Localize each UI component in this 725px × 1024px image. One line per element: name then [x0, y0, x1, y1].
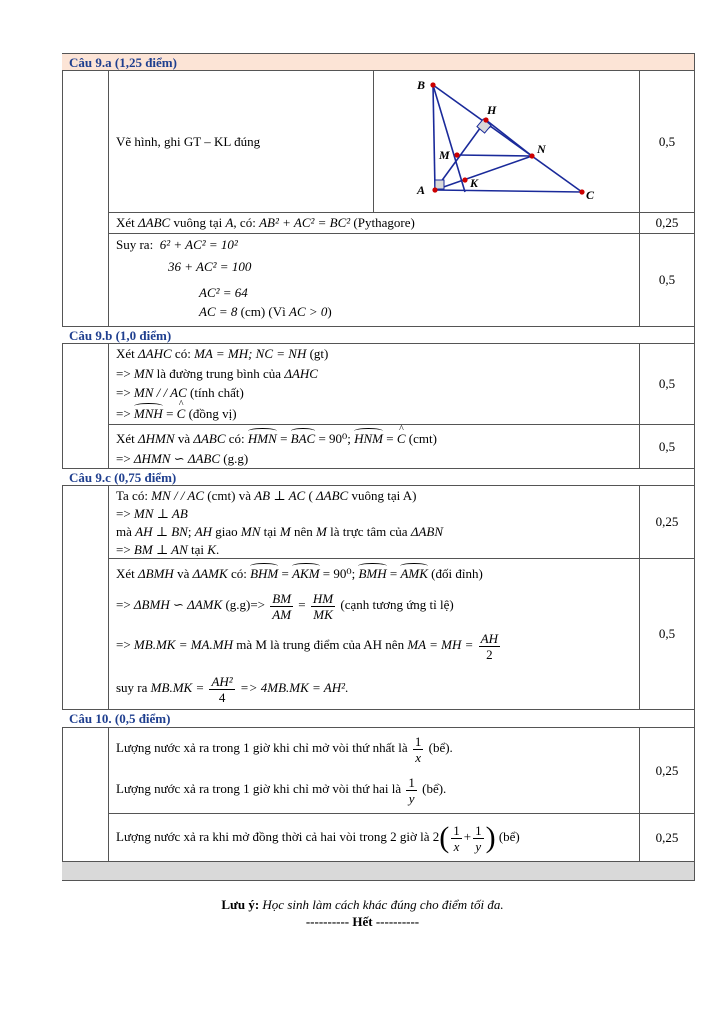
text: => — [116, 597, 134, 612]
table-border — [62, 880, 695, 881]
text: (g.g) — [220, 451, 249, 466]
line — [116, 820, 520, 854]
text: = — [383, 431, 397, 446]
text: (cm) (Vì — [237, 304, 290, 319]
math: MA = MH; NC = NH — [194, 346, 307, 361]
section-header-9c — [62, 469, 694, 485]
line — [116, 406, 237, 422]
text: (đối đỉnh) — [427, 566, 483, 581]
score: 0,25 — [655, 514, 679, 529]
fraction — [451, 823, 462, 854]
math-angle: HMN — [247, 431, 277, 446]
text: (cmt) — [405, 431, 437, 446]
score: 0,5 — [658, 376, 676, 391]
point-b — [430, 82, 435, 87]
math: A — [225, 215, 234, 230]
text: => — [116, 637, 134, 652]
math: MN ⊥ AB — [133, 506, 188, 521]
text: mà — [116, 524, 136, 539]
text: vuông tại A) — [348, 488, 417, 503]
point-c — [579, 189, 584, 194]
line — [116, 346, 328, 362]
text: => — [116, 451, 134, 466]
math-angle: MNH — [133, 406, 163, 421]
math: MN / / AC — [133, 385, 187, 400]
note-label: Lưu ý: — [221, 897, 260, 912]
text: Lượng nước xả ra khi mở đồng thời cả hai vòi trong 2 giờ là — [116, 829, 433, 844]
table-border — [108, 212, 695, 213]
table-border — [108, 485, 109, 709]
score: 0,25 — [655, 215, 679, 230]
math-angle: ^ C — [397, 431, 406, 447]
math: AC > 0 — [289, 304, 328, 319]
text: (bể) — [495, 829, 520, 844]
end-mark: ---------- Hết ---------- — [305, 914, 420, 929]
text: + — [463, 829, 472, 844]
math: MN — [133, 366, 154, 381]
segment-bk — [433, 85, 465, 192]
denominator: y — [408, 790, 415, 806]
text: => — [116, 406, 134, 421]
table-border — [108, 233, 695, 234]
calc-line-2 — [168, 259, 251, 275]
text: (đồng vị) — [185, 406, 237, 421]
math-angle: BAC — [290, 431, 316, 446]
numerator: 1 — [475, 822, 482, 838]
text: có: — [227, 566, 251, 581]
section-title: Câu 10. (0,5 điểm) — [69, 711, 171, 726]
table-border — [108, 727, 109, 861]
denominator: MK — [313, 606, 333, 622]
text: vuông tại — [170, 215, 226, 230]
table-border — [694, 53, 695, 880]
denominator: y — [475, 838, 482, 854]
text: Suy ra: — [116, 237, 154, 252]
text: (Pythagore) — [350, 215, 415, 230]
label-k: K — [470, 176, 479, 190]
math-angle: BMH — [358, 566, 387, 581]
denominator: AM — [272, 606, 292, 622]
right-angle-a — [435, 180, 444, 189]
line — [116, 451, 248, 467]
text: (bể). — [425, 740, 453, 755]
note — [0, 897, 725, 913]
calc-line-4 — [199, 304, 332, 320]
math: AC = 8 — [199, 304, 238, 319]
math: ΔABC — [316, 488, 349, 503]
math-angle: AKM — [292, 566, 320, 581]
text: (cạnh tương ứng tỉ lệ) — [337, 597, 454, 612]
table-footer-row — [62, 862, 694, 880]
math: AH — [194, 524, 213, 539]
math: 2 — [432, 829, 440, 844]
math: ΔABC — [193, 431, 226, 446]
text: = — [276, 431, 291, 446]
table-border — [62, 727, 695, 728]
segment-ab — [433, 85, 435, 190]
point-a — [432, 187, 437, 192]
text: => — [116, 366, 134, 381]
denominator: 2 — [486, 646, 493, 662]
math: ΔBMH — [138, 566, 174, 581]
label-c: C — [586, 188, 595, 202]
text: = — [386, 566, 401, 581]
text: ( — [305, 488, 317, 503]
line — [116, 366, 318, 382]
text: tại — [260, 524, 280, 539]
score: 0,25 — [655, 763, 679, 778]
math: AH ⊥ BN — [135, 524, 188, 539]
score: 0,5 — [658, 134, 676, 149]
text: nên — [290, 524, 317, 539]
fraction — [413, 734, 424, 765]
section-title: Câu 9.a (1,25 điểm) — [69, 55, 177, 70]
section-title: Câu 9.c (0,75 điểm) — [69, 470, 177, 485]
denominator: 4 — [218, 689, 226, 705]
paren-open: ( — [439, 821, 450, 855]
text: = — [295, 597, 309, 612]
line — [116, 506, 188, 522]
math: AB² + AC² = BC² — [259, 215, 351, 230]
segment-ac — [435, 190, 582, 192]
math: MN — [240, 524, 261, 539]
text: suy ra — [116, 680, 151, 695]
segment-mn — [457, 155, 532, 156]
numerator: 1 — [414, 733, 422, 749]
text: là trực tâm của — [326, 524, 411, 539]
numerator: HM — [312, 590, 334, 606]
math: ΔHMN — [138, 431, 175, 446]
math: 6² + AC² = 10² — [159, 237, 238, 252]
label-h: H — [487, 103, 497, 117]
math: BM ⊥ AN — [133, 542, 188, 557]
point-m — [454, 152, 459, 157]
table-border — [373, 70, 374, 212]
text: => — [116, 385, 134, 400]
math: ΔAHC — [284, 366, 318, 381]
text: . — [215, 542, 220, 557]
line — [116, 628, 502, 662]
text: . — [345, 680, 349, 695]
section-header-9a — [62, 54, 694, 70]
point-n — [529, 153, 534, 158]
score: 0,25 — [655, 830, 679, 845]
line — [116, 566, 483, 582]
text: ; — [187, 524, 195, 539]
math: ΔABC — [138, 215, 171, 230]
math: AB ⊥ AC — [254, 488, 306, 503]
text: có: — [171, 346, 195, 361]
denominator: x — [415, 749, 422, 765]
line — [116, 524, 443, 540]
text: , có: — [233, 215, 260, 230]
text: (tính chất) — [186, 385, 244, 400]
line — [116, 772, 446, 806]
math: ΔHMN ∽ ΔABC — [133, 451, 221, 466]
text: = 90⁰; — [319, 566, 359, 581]
text: mà M là trung điểm của AH nên — [232, 637, 408, 652]
fraction — [209, 674, 234, 705]
math: AC² = 64 — [199, 285, 248, 300]
text: và — [173, 566, 193, 581]
segment-bc — [433, 85, 582, 192]
text: (bể). — [418, 781, 447, 796]
segment-hn — [486, 120, 532, 156]
fraction — [270, 591, 293, 622]
fraction — [406, 775, 417, 806]
math-angle: AMK — [400, 566, 428, 581]
geometry-figure — [410, 76, 600, 204]
point-h — [483, 117, 488, 122]
text: Lượng nước xả ra trong 1 giờ khi chỉ mở vòi thứ nhất là — [116, 740, 411, 755]
text: Xét — [116, 566, 139, 581]
label-b: B — [417, 78, 426, 92]
math: MN / / AC — [151, 488, 205, 503]
math-angle: HNM — [354, 431, 384, 446]
math: ΔABN — [410, 524, 444, 539]
math: K — [207, 542, 216, 557]
text: => — [116, 506, 134, 521]
table-border — [108, 70, 109, 326]
math: 36 + AC² = 100 — [168, 259, 252, 274]
text: (g.g)=> — [222, 597, 269, 612]
note-text: Học sinh làm cách khác đúng cho điểm tối đa. — [259, 897, 504, 912]
label-m: M — [439, 148, 450, 162]
math: M — [316, 524, 327, 539]
math: MA = MH = — [407, 637, 477, 652]
text: = 90⁰; — [315, 431, 355, 446]
pythagore-line — [116, 215, 415, 231]
text: có: — [225, 431, 248, 446]
text: = — [162, 406, 177, 421]
math: => 4MB.MK = AH² — [236, 680, 346, 695]
numerator: AH — [480, 630, 498, 646]
calc-line-1 — [116, 237, 238, 253]
math: ΔAMK — [192, 566, 228, 581]
line — [116, 431, 437, 447]
numerator: BM — [272, 590, 292, 606]
paren-close: ) — [485, 821, 496, 855]
math-angle: BHM — [250, 566, 279, 581]
draw-instruction: Vẽ hình, ghi GT – KL đúng — [116, 134, 261, 149]
math: ΔAHC — [138, 346, 172, 361]
label-a: A — [417, 183, 426, 197]
math: ΔBMH ∽ ΔAMK — [133, 597, 223, 612]
fraction — [479, 631, 500, 662]
line — [116, 488, 416, 504]
text: và — [174, 431, 194, 446]
text: => — [116, 542, 134, 557]
text: ) — [327, 304, 332, 319]
fraction — [311, 591, 335, 622]
line — [116, 671, 348, 705]
numerator: AH² — [211, 673, 233, 689]
score: 0,5 — [658, 439, 676, 454]
text: Xét — [116, 346, 139, 361]
score: 0,5 — [658, 272, 676, 287]
text: tại — [187, 542, 208, 557]
numerator: 1 — [408, 774, 415, 790]
point-k — [462, 177, 467, 182]
section-header-10 — [62, 710, 694, 727]
text: Ta có: — [116, 488, 152, 503]
numerator: 1 — [453, 822, 460, 838]
math: MB.MK = — [150, 680, 208, 695]
section-title: Câu 9.b (1,0 điểm) — [69, 328, 172, 343]
label-n: N — [537, 142, 546, 156]
line — [116, 588, 454, 622]
math-angle: ^ C — [177, 406, 186, 422]
text: Lượng nước xả ra trong 1 giờ khi chỉ mở vòi thứ hai là — [116, 781, 405, 796]
line — [116, 731, 453, 765]
line — [116, 542, 219, 558]
table-border — [108, 558, 695, 559]
text: Xét — [116, 431, 139, 446]
section-header-9b — [62, 327, 694, 343]
text: (gt) — [306, 346, 329, 361]
denominator: x — [453, 838, 460, 854]
fraction — [473, 823, 484, 854]
text: (cmt) và — [204, 488, 255, 503]
table-border — [108, 343, 109, 468]
calc-line-3 — [199, 285, 248, 301]
score: 0,5 — [658, 626, 676, 641]
table-border — [108, 813, 695, 814]
math: MB.MK = MA.MH — [133, 637, 233, 652]
text: là đường trung bình của — [153, 366, 285, 381]
math: M — [279, 524, 291, 539]
table-border — [62, 53, 63, 880]
text: Xét — [116, 215, 139, 230]
text: = — [278, 566, 293, 581]
text: giao — [212, 524, 241, 539]
